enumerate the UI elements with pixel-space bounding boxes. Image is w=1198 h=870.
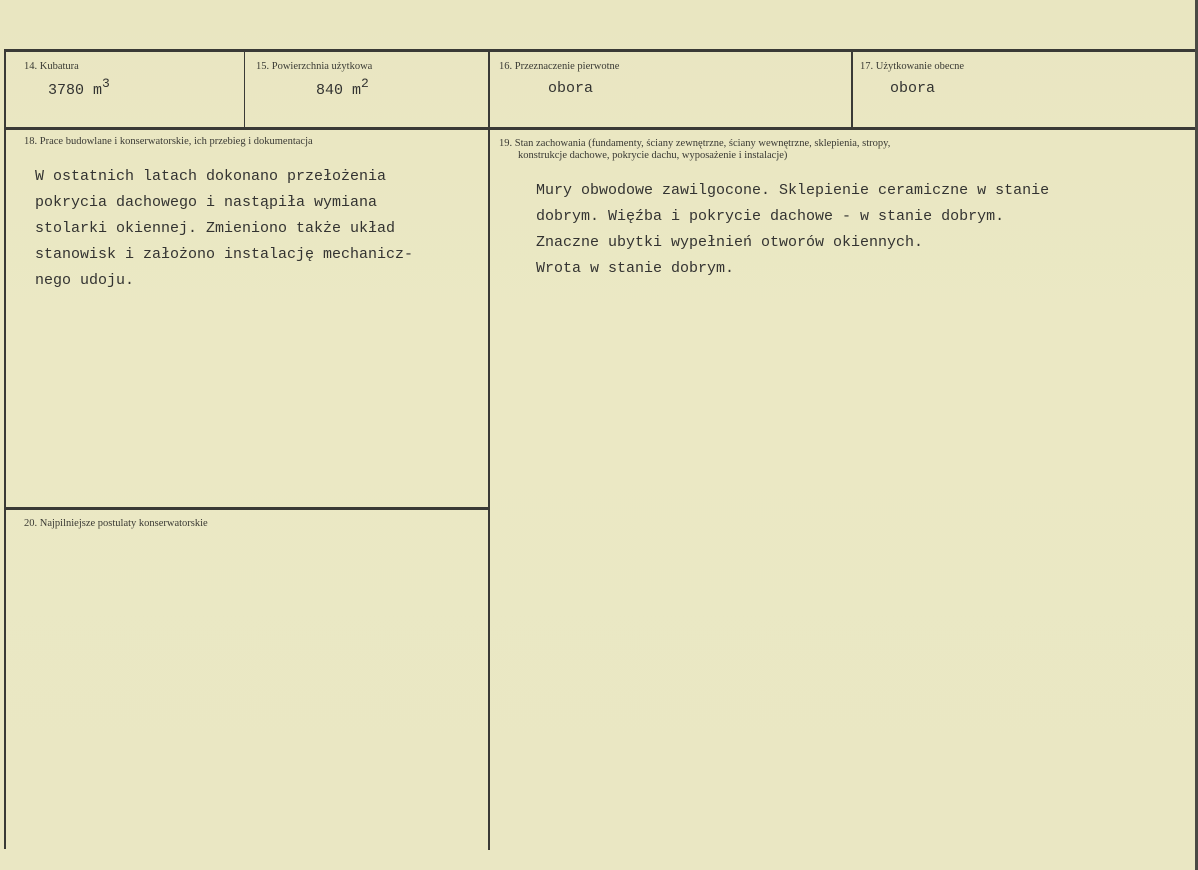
field-15-label: 15. Powierzchnia użytkowa: [256, 61, 373, 72]
row-divider-2: [4, 507, 488, 510]
field-17-label: 17. Użytkowanie obecne: [860, 61, 965, 72]
top-rule: [4, 49, 1196, 52]
field-19-label-line2: konstrukcje dachowe, pokrycie dachu, wyposażenie i instalacje): [518, 150, 788, 161]
field-17-value: obora: [890, 80, 936, 97]
row-divider-1: [4, 127, 1196, 130]
field-18-line: pokrycia dachowego i nastąpiła wymiana: [35, 194, 378, 211]
field-18-line: stanowisk i założono instalację mechanicz-: [35, 246, 414, 263]
field-15-value-text: 840 m: [316, 82, 362, 99]
field-16-label: 16. Przeznaczenie pierwotne: [499, 61, 620, 72]
field-14-value-text: 3780 m: [48, 82, 103, 99]
field-14-label: 14. Kubatura: [24, 61, 79, 72]
field-15-unit-exponent: 2: [361, 76, 369, 91]
field-15-value: [316, 76, 369, 99]
field-18-label: 18. Prace budowlane i konserwatorskie, ich przebieg i dokumentacja: [24, 136, 313, 147]
field-14-unit-exponent: 3: [102, 76, 110, 91]
field-14-value: [48, 76, 110, 99]
left-border: [4, 49, 6, 849]
field-16-value: obora: [548, 80, 594, 97]
col-divider-16-17: [851, 51, 853, 127]
col-divider-14-15: [244, 51, 245, 127]
field-18-line: W ostatnich latach dokonano przełożenia: [35, 168, 387, 185]
field-19-text: [536, 178, 1049, 282]
field-19-line: Mury obwodowe zawilgocone. Sklepienie ceramiczne w stanie: [536, 182, 1050, 199]
col-divider-main: [488, 51, 490, 850]
field-19-line: dobrym. Więźba i pokrycie dachowe - w stanie dobrym.: [536, 208, 1005, 225]
field-19-label-line1: 19. Stan zachowania (fundamenty, ściany zewnętrzne, ściany wewnętrzne, sklepienia, stropy,: [499, 138, 891, 149]
field-18-line: nego udoju.: [35, 272, 135, 289]
field-19-line: Znaczne ubytki wypełnień otworów okiennych.: [536, 234, 924, 251]
field-18-text: [35, 164, 413, 294]
field-20-label: 20. Najpilniejsze postulaty konserwatorskie: [24, 518, 208, 529]
field-19-line: Wrota w stanie dobrym.: [536, 260, 735, 277]
field-18-line: stolarki okiennej. Zmieniono także układ: [35, 220, 396, 237]
